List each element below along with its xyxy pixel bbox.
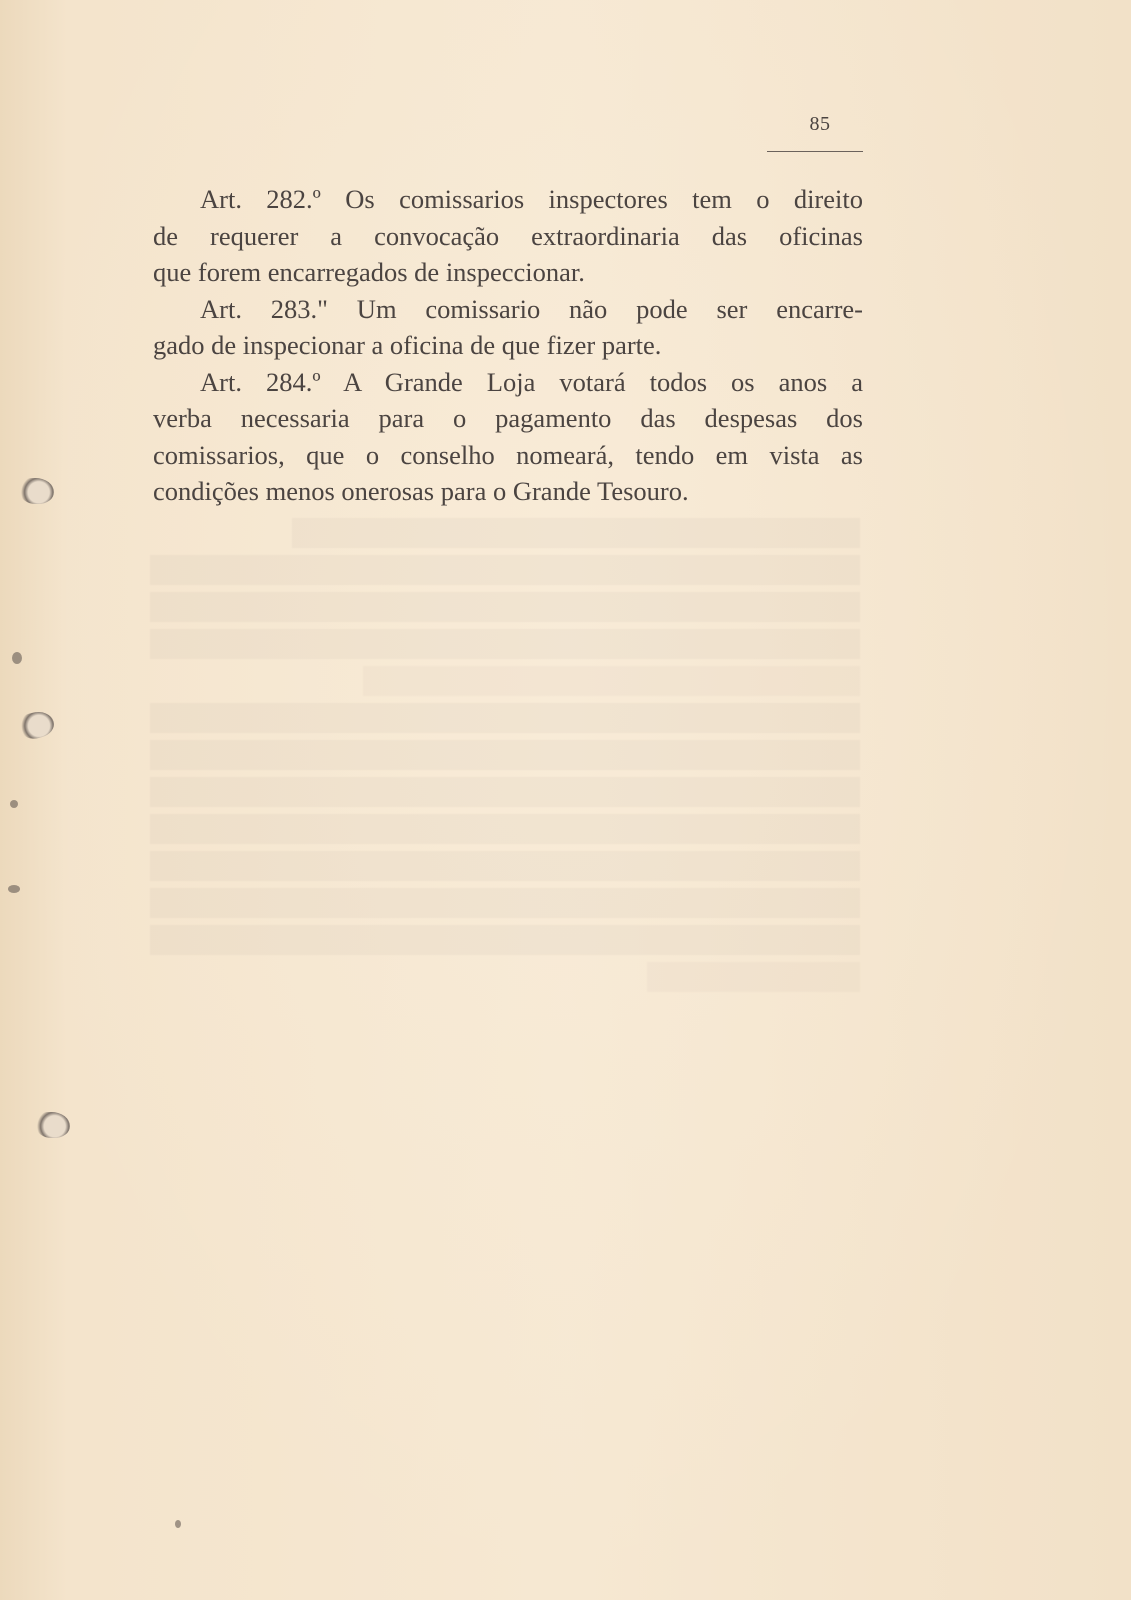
text-line: Art. 283." Um comissario não pode ser encarre- <box>200 293 863 324</box>
text-line: de requerer a convocação extraordinaria das oficinas <box>153 220 863 251</box>
binding-hole-mark <box>8 885 20 893</box>
page-number-rule <box>767 151 863 152</box>
binding-hole-mark <box>10 800 18 808</box>
text-line: que forem encarregados de inspeccionar. <box>153 257 585 287</box>
binding-hole-mark <box>36 1112 70 1138</box>
text-line: gado de inspecionar a oficina de que fizer parte. <box>153 330 662 360</box>
text-line: comissarios, que o conselho nomeará, tendo em vista as <box>153 439 863 470</box>
binding-hole-mark <box>17 708 57 742</box>
text-line: condições menos onerosas para o Grande Tesouro. <box>153 476 689 506</box>
text-line: Art. 284.º A Grande Loja votará todos os anos a <box>200 366 863 397</box>
binding-hole-mark <box>20 478 54 504</box>
bleed-through-texture <box>150 518 860 992</box>
text-line: Art. 282.º Os comissarios inspectores tem o direito <box>200 184 863 214</box>
page-number: 85 <box>809 113 831 135</box>
article-text-block <box>153 181 863 510</box>
binding-hole-mark <box>12 652 22 664</box>
ink-speck <box>175 1520 181 1528</box>
text-line: verba necessaria para o pagamento das despesas dos <box>153 403 863 433</box>
